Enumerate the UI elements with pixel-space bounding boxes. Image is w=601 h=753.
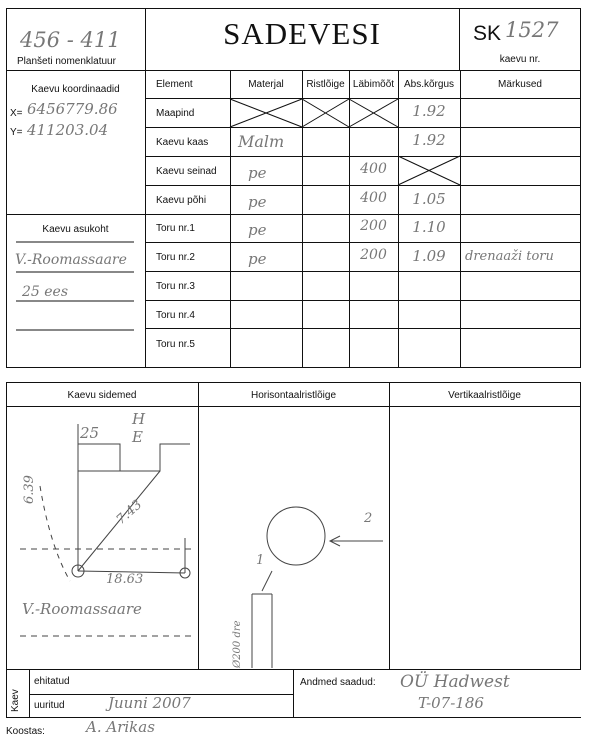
header-element: Element [156, 79, 193, 90]
surveyed-value: Juuni 2007 [108, 694, 191, 712]
dim-1863: 18.63 [106, 572, 144, 587]
data-source-label: Andmed saadud: [300, 677, 376, 688]
surveyed-label: uuritud [34, 700, 65, 711]
house-h: H [132, 410, 146, 428]
row-notes: drenaaži toru [465, 249, 554, 264]
row-material: pe [248, 250, 267, 268]
sketch-col-links: Kaevu sidemed [67, 390, 137, 401]
row-element: Maapind [156, 108, 195, 119]
header-diameter: Läbimõõt [352, 79, 395, 90]
row-abs-height: 1.92 [412, 131, 446, 149]
row-diameter: 400 [360, 190, 387, 206]
row-abs-height: 1.10 [412, 218, 446, 236]
row-element: Toru nr.3 [156, 281, 195, 292]
row-material: pe [248, 221, 267, 239]
street-name: V.-Roomassaare [22, 600, 142, 618]
compiled-value: A. Arikas [86, 718, 155, 736]
location-line2: 25 ees [22, 284, 69, 300]
data-source-line2: T-07-186 [418, 694, 484, 712]
coords-label: Kaevu koordinaadid [31, 84, 120, 95]
header-notes: Märkused [498, 79, 542, 90]
sheet-label: Planšeti nomenklatuur [17, 56, 116, 67]
row-element: Toru nr.1 [156, 223, 195, 234]
pipe-2-label: 2 [364, 511, 373, 526]
location-label: Kaevu asukoht [42, 224, 109, 235]
sk-label: SK [473, 22, 502, 45]
y-value: 411203.04 [27, 121, 109, 139]
row-diameter: 400 [360, 161, 387, 177]
x-value: 6456779.86 [27, 100, 118, 118]
sheet-code: 456 - 411 [20, 28, 121, 52]
built-label: ehitatud [34, 676, 70, 687]
row-element: Toru nr.2 [156, 252, 195, 263]
y-label: Y= [10, 127, 23, 138]
row-element: Kaevu põhi [156, 195, 207, 206]
header-abs-height: Abs.kõrgus [403, 79, 455, 90]
well-number: 1527 [505, 18, 559, 42]
sketch-col-vertical: Vertikaalristlõige [448, 390, 521, 401]
header-cross-section: Ristlõige [306, 79, 345, 90]
well-number-label: kaevu nr. [499, 54, 541, 65]
sketch-col-horizontal: Horisontaalristlõige [250, 390, 337, 401]
row-element: Kaevu kaas [156, 137, 209, 148]
row-material: Malm [238, 132, 285, 151]
row-material: pe [248, 164, 267, 182]
dim-743: 7.43 [113, 497, 146, 528]
row-element: Toru nr.5 [156, 339, 195, 350]
row-diameter: 200 [360, 218, 387, 234]
row-abs-height: 1.92 [412, 102, 446, 120]
sketch-drawing [0, 406, 601, 669]
row-element: Kaevu seinad [156, 166, 217, 177]
x-label: X= [10, 108, 23, 119]
page-title: SADEVESI [223, 16, 381, 51]
row-element: Toru nr.4 [156, 310, 195, 321]
row-abs-height: 1.05 [412, 190, 446, 208]
header-material: Materjal [248, 79, 284, 90]
dim-25: 25 [80, 424, 100, 442]
data-source-line1: OÜ Hadwest [400, 672, 510, 692]
row-material: pe [248, 193, 267, 211]
location-line1: V.-Roomassaare [15, 252, 127, 268]
row-diameter: 200 [360, 247, 387, 263]
house-e: E [132, 428, 143, 446]
row-abs-height: 1.09 [412, 247, 446, 265]
compiled-label: Koostas: [6, 726, 45, 737]
dim-639: 6.39 [22, 475, 37, 504]
pipe-1-label: 1 [256, 553, 265, 568]
pipe-diameter-label: Ø200 dre [232, 620, 243, 668]
kaev-label: Kaev [10, 689, 21, 712]
